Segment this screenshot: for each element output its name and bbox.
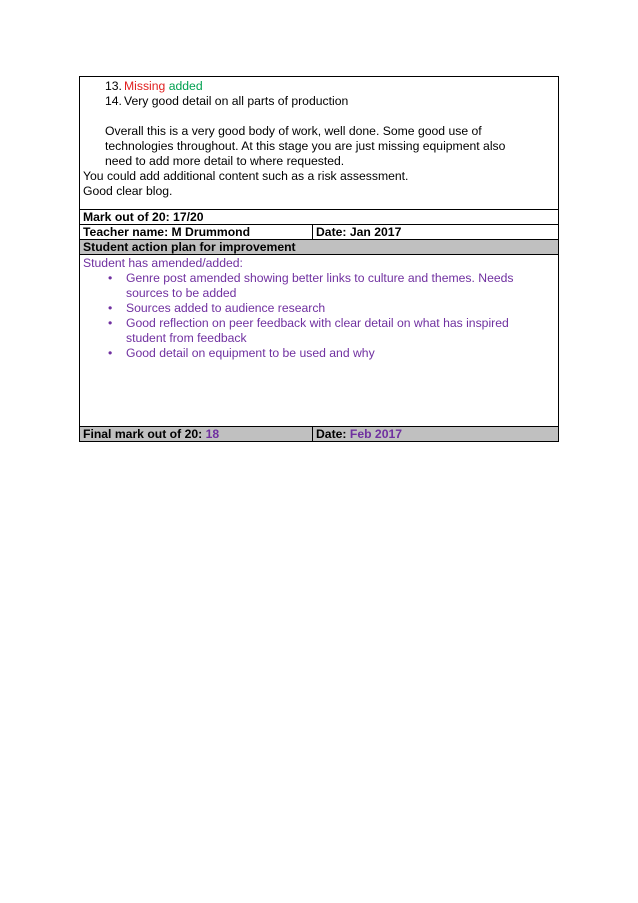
bullet-text <box>126 316 509 346</box>
final-date-cell <box>313 427 559 442</box>
final-mark-value: 18 <box>205 427 220 441</box>
bullet-icon: • <box>108 301 113 315</box>
closing-comment: Good clear blog. <box>83 184 173 198</box>
mark-row <box>80 210 559 225</box>
final-mark-row <box>80 427 559 442</box>
missing-word: Missing <box>124 79 166 93</box>
bullet-line: Good detail on equipment to be used and why <box>126 346 375 360</box>
final-date-label: Date: <box>316 427 347 441</box>
action-plan-heading-row <box>80 240 559 255</box>
bullet-text <box>126 271 514 301</box>
bullet-icon: • <box>108 346 113 360</box>
feedback-table <box>79 76 559 442</box>
teacher-date: Date: Jan 2017 <box>313 225 559 240</box>
final-mark-label: Final mark out of 20: <box>83 427 203 441</box>
list-item <box>83 346 555 361</box>
feedback-cell <box>80 77 559 210</box>
teacher-row <box>80 225 559 240</box>
list-text: Very good detail on all parts of production <box>124 94 349 108</box>
list-item <box>83 271 555 301</box>
bullet-icon: • <box>108 271 113 285</box>
additional-comment: You could add additional content such as a risk assessment. <box>83 169 409 183</box>
action-plan-row <box>80 255 559 427</box>
final-mark-cell <box>80 427 313 442</box>
bullet-line: Sources added to audience research <box>126 301 326 315</box>
action-plan-cell <box>80 255 559 427</box>
bullet-line: sources to be added <box>126 286 237 300</box>
list-item <box>83 316 555 346</box>
teacher-name: Teacher name: M Drummond <box>80 225 313 240</box>
list-item <box>83 301 555 316</box>
action-plan-intro: Student has amended/added: <box>83 256 243 270</box>
bullet-icon: • <box>108 316 113 330</box>
final-date-value: Feb 2017 <box>349 427 403 441</box>
list-text <box>124 79 203 94</box>
bullet-text <box>126 346 375 361</box>
mark-label: Mark out of 20: 17/20 <box>80 210 559 225</box>
bullet-line: Good reflection on peer feedback with clear detail on what has inspired <box>126 316 509 330</box>
overall-line-3: need to add more detail to where requested. <box>105 154 345 168</box>
added-word: added <box>168 79 203 93</box>
overall-line-1: Overall this is a very good body of work, well done. Some good use of <box>105 124 482 138</box>
bullet-line: Genre post amended showing better links to culture and themes. Needs <box>126 271 514 285</box>
spacer <box>83 109 555 124</box>
overall-line-2: technologies throughout. At this stage you are just missing equipment also <box>105 139 506 153</box>
list-item-14 <box>83 94 555 109</box>
action-plan-heading: Student action plan for improvement <box>80 240 559 255</box>
overall-comment <box>83 124 555 169</box>
list-number: 13. <box>105 79 122 93</box>
feedback-row <box>80 77 559 210</box>
list-item-13 <box>83 79 555 94</box>
list-number: 14. <box>105 94 122 108</box>
bullet-line: student from feedback <box>126 331 247 345</box>
bullet-text <box>126 301 325 316</box>
action-plan-list <box>83 271 555 361</box>
